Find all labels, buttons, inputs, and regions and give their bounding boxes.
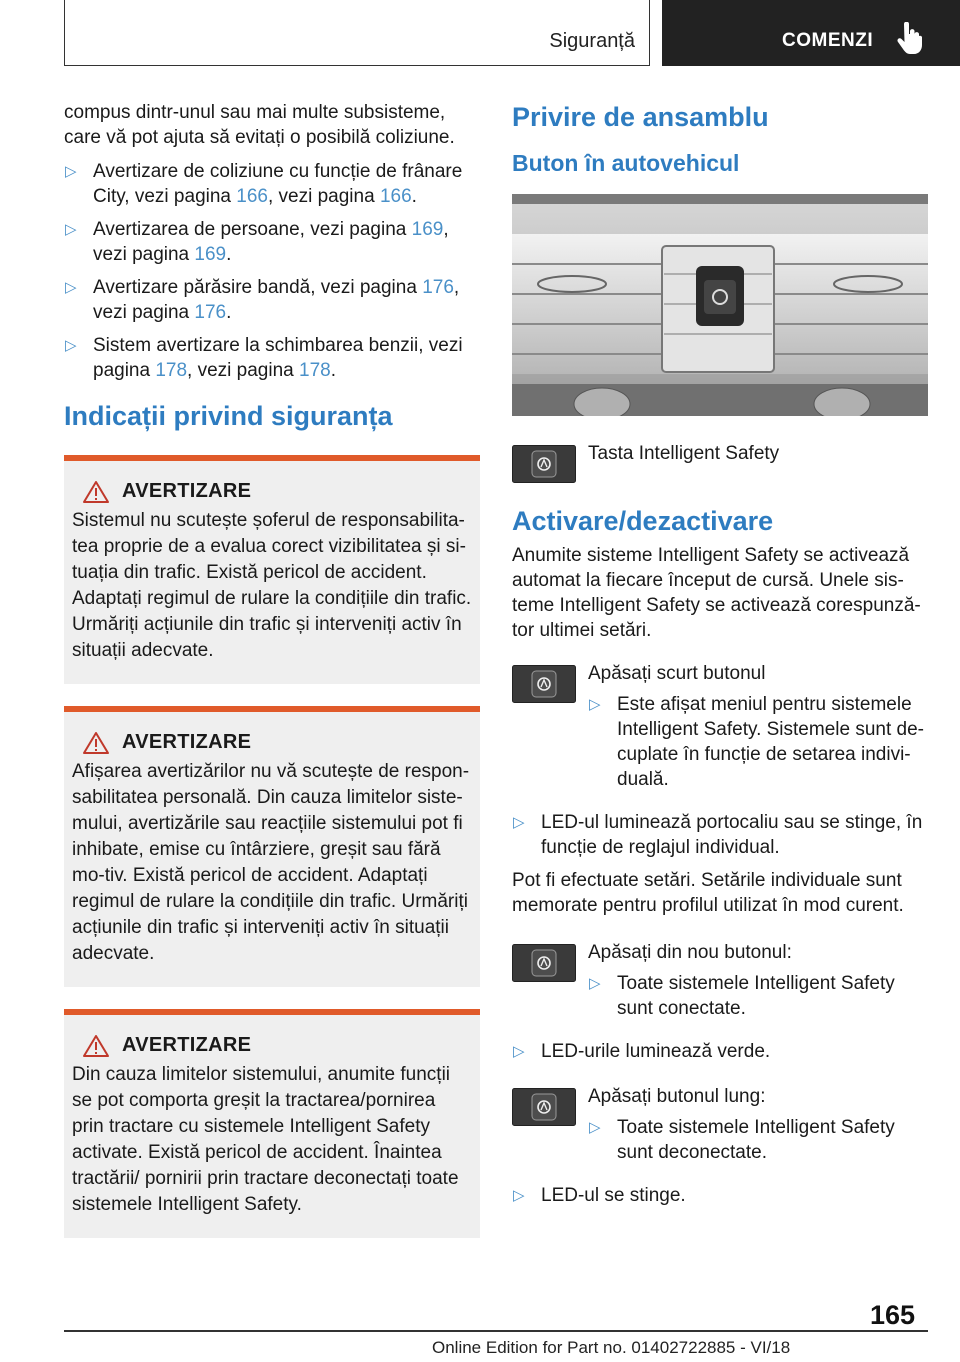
section-title: Siguranță <box>549 30 635 52</box>
intelligent-safety-button-icon <box>512 665 576 703</box>
intelligent-safety-button-icon <box>512 944 576 982</box>
step-short-press <box>512 661 928 800</box>
step-text: Apăsați butonul lung: <box>588 1086 766 1107</box>
warning-triangle-icon <box>82 1034 110 1058</box>
warning-box <box>64 1009 480 1238</box>
triangle-right-icon: ▷ <box>589 1119 601 1136</box>
page-link[interactable]: 166 <box>379 186 412 207</box>
hand-pointer-icon <box>896 22 922 54</box>
settings-note: Pot fi efectuate setări. Setările individuale sunt memorate pentru profilul utilizat în mod curent. <box>512 870 904 916</box>
page-link[interactable]: 169 <box>411 219 444 240</box>
warning-box <box>64 455 480 684</box>
step-press-again <box>512 940 928 1029</box>
list-item: ▷ Toate sistemele Intelligent Safety sunt deconectate. <box>589 1117 895 1163</box>
triangle-right-icon: ▷ <box>65 279 77 296</box>
warning-text: Sistemul nu scutește șoferul de responsabilita-tea proprie de a evalua corect vizibilitatea și si-tuația din trafic. Există pericol de accident. Adaptați regimul de rulare la condițiile din trafic. Urmăriți acțiunile din trafic și interveniți activ în situații adecvate. <box>72 510 472 661</box>
triangle-right-icon: ▷ <box>65 163 77 180</box>
right-column <box>512 100 928 1216</box>
footer-divider <box>64 1330 928 1332</box>
triangle-right-icon: ▷ <box>513 1043 525 1060</box>
warning-text: Din cauza limitelor sistemului, anumite funcții se pot comporta greșit la tractarea/pornirea prin tractare cu sistemele Intelligent Safety activate. Există pericol de accident. Înaintea tractării/ pornirii prin tractare deconectați toate sistemele Intelligent Safety. <box>72 1064 459 1215</box>
warning-title: AVERTIZARE <box>122 480 252 502</box>
overview-heading: Privire de ansamblu <box>512 102 769 132</box>
list-item: ▷ Avertizarea de persoane, vezi pagina 169, vezi pagina 169. <box>65 219 449 265</box>
warning-text: Afișarea avertizărilor nu vă scutește de respon-sabilitatea personală. Din cauza limitelor siste-mului, avertizările sau reacțiile sistemului pot fi inhibate, emise cu întârziere, greșit sau fără mo-tiv. Există pericol de accident. Adaptați regimul de rulare la condițiile din trafic. Urmăriți acțiunile din trafic și interveniți activ în situații adecvate. <box>72 761 470 964</box>
warning-triangle-icon <box>82 731 110 755</box>
triangle-right-icon: ▷ <box>589 696 601 713</box>
intelligent-safety-button-icon <box>512 445 576 483</box>
step-text: Apăsați din nou butonul: <box>588 942 792 963</box>
triangle-right-icon: ▷ <box>65 221 77 238</box>
step-text: Apăsați scurt butonul <box>588 663 766 684</box>
activation-intro: Anumite sisteme Intelligent Safety se activează automat la fiecare început de cursă. Unele sis-teme Intelligent Safety se activează corespunză-tor ultimei setări. <box>512 545 921 641</box>
list-item: ▷ LED-ul se stinge. <box>513 1185 686 1206</box>
page-link[interactable]: 178 <box>299 360 331 381</box>
subsystem-list <box>64 159 480 383</box>
page-link[interactable]: 178 <box>155 360 188 381</box>
page-link[interactable]: 176 <box>422 277 454 298</box>
list-item: ▷ LED-urile luminează verde. <box>513 1041 771 1062</box>
edition-note: Online Edition for Part no. 01402722885 - VI/18 <box>432 1338 791 1357</box>
caption-row <box>512 441 928 483</box>
page-link[interactable]: 169 <box>194 244 227 265</box>
warning-box <box>64 706 480 987</box>
warning-title: AVERTIZARE <box>122 731 252 753</box>
triangle-right-icon: ▷ <box>513 814 525 831</box>
intelligent-safety-button-icon <box>512 1088 576 1126</box>
step-long-press <box>512 1084 928 1173</box>
safety-heading: Indicații privind siguranța <box>64 401 393 431</box>
header-chapter-box <box>662 0 960 66</box>
activation-heading: Activare/dezactivare <box>512 506 774 536</box>
left-column <box>64 100 480 1260</box>
list-item: ▷ Avertizare de coliziune cu funcție de frânare City, vezi pagina 166, vezi pagina 166. <box>65 161 463 207</box>
triangle-right-icon: ▷ <box>65 337 77 354</box>
list-item: ▷ Sistem avertizare la schimbarea benzii, vezi pagina 178, vezi pagina 178. <box>65 335 463 381</box>
page-link[interactable]: 166 <box>236 186 268 207</box>
button-caption: Tasta Intelligent Safety <box>588 443 780 464</box>
intro-paragraph: compus dintr-unul sau mai multe subsisteme, care vă pot ajuta să evitați o posibilă coliziune. <box>64 102 455 148</box>
triangle-right-icon: ▷ <box>513 1187 525 1204</box>
header-section-box <box>64 0 650 66</box>
list-item: ▷ Toate sistemele Intelligent Safety sunt conectate. <box>589 973 895 1019</box>
page-number: 165 <box>870 1300 916 1330</box>
list-item: ▷ LED-ul luminează portocaliu sau se stinge, în funcție de reglajul individual. <box>513 812 923 858</box>
warning-triangle-icon <box>82 480 110 504</box>
list-item: ▷ Avertizare părăsire bandă, vezi pagina 176, vezi pagina 176. <box>65 277 460 323</box>
chapter-title: COMENZI <box>782 30 874 51</box>
triangle-right-icon: ▷ <box>589 975 601 992</box>
list-item: ▷ Este afișat meniul pentru sistemele Intelligent Safety. Sistemele sunt de-cuplate în funcție de setarea indivi-duală. <box>589 694 924 790</box>
button-subheading: Buton în autovehicul <box>512 150 740 176</box>
page-link[interactable]: 176 <box>194 302 227 323</box>
warning-title: AVERTIZARE <box>122 1034 252 1056</box>
dashboard-photo <box>512 194 928 416</box>
